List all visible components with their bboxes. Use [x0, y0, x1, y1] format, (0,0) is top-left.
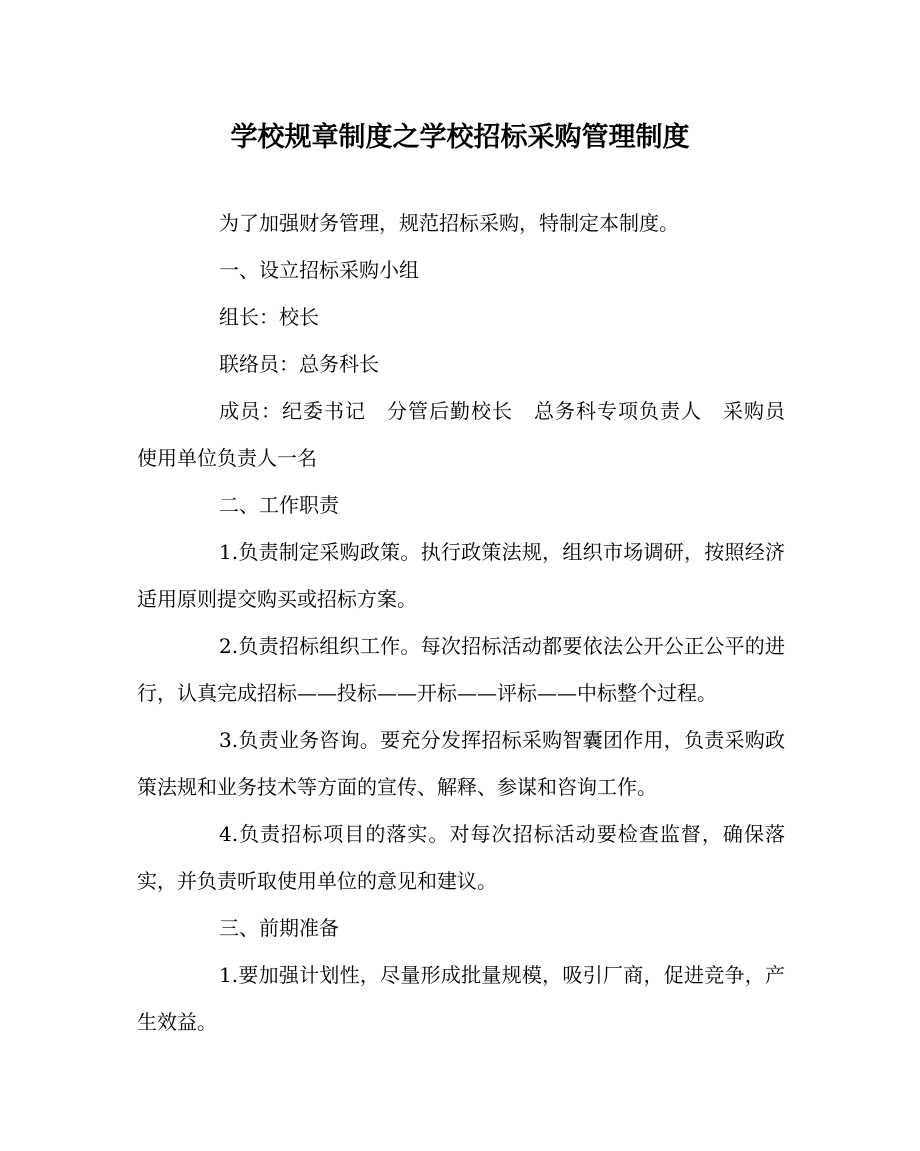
paragraph-duty-2: 2.负责招标组织工作。每次招标活动都要依法公开公正公平的进行，认真完成招标——投标——开标——评标——中标整个过程。: [137, 634, 785, 705]
paragraph-prep-1: 1.要加强计划性，尽量形成批量规模，吸引厂商，促进竞争，产生效益。: [137, 963, 785, 1034]
paragraph-duty-4: 4.负责招标项目的落实。对每次招标活动要检查监督，确保落实，并负责听取使用单位的意见和建议。: [137, 822, 785, 893]
section-heading-2: 二、工作职责: [219, 493, 339, 517]
paragraph-leader: 组长：校长: [219, 305, 319, 329]
section-heading-3: 三、前期准备: [219, 916, 339, 940]
paragraph-intro: 为了加强财务管理，规范招标采购，特制定本制度。: [219, 211, 679, 235]
section-heading-1: 一、设立招标采购小组: [219, 258, 419, 282]
paragraph-liaison: 联络员：总务科长: [219, 352, 379, 376]
paragraph-duty-1: 1.负责制定采购政策。执行政策法规，组织市场调研，按照经济适用原则提交购买或招标方案。: [137, 540, 785, 611]
paragraph-duty-3: 3.负责业务咨询。要充分发挥招标采购智囊团作用，负责采购政策法规和业务技术等方面的宣传、解释、参谋和咨询工作。: [137, 728, 785, 799]
paragraph-members: 成员：纪委书记 分管后勤校长 总务科专项负责人 采购员 使用单位负责人一名: [137, 399, 805, 470]
document-body: [137, 200, 805, 1046]
document-title: 学校规章制度之学校招标采购管理制度: [230, 122, 690, 153]
